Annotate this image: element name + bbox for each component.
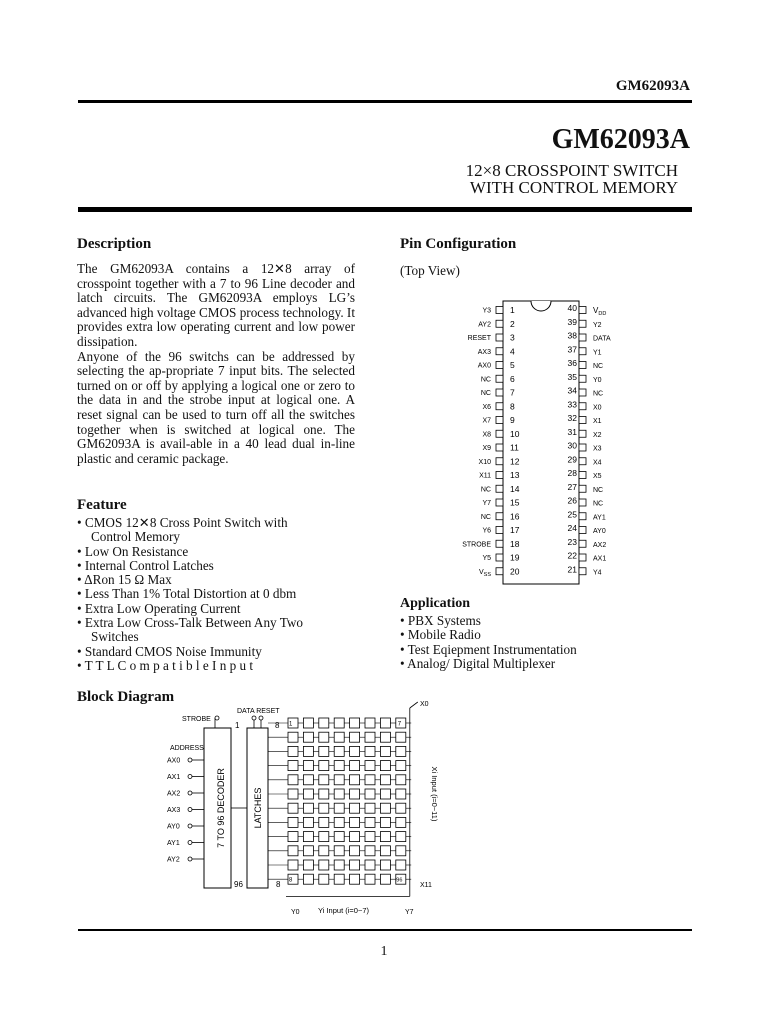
ic-notch bbox=[531, 301, 551, 311]
pin-name-right: X2 bbox=[593, 431, 602, 439]
header-rule bbox=[78, 100, 692, 103]
pin-box bbox=[496, 540, 503, 547]
pin-number-right: 35 bbox=[567, 371, 577, 382]
crosspoint-cell bbox=[334, 874, 344, 884]
crosspoint-cell bbox=[303, 832, 313, 842]
application-item: • PBX Systems bbox=[400, 613, 481, 628]
pin-box bbox=[496, 362, 503, 369]
crosspoint-cell bbox=[380, 846, 390, 856]
crosspoint-cell bbox=[334, 860, 344, 870]
pin-number-left: 19 bbox=[510, 552, 520, 563]
crosspoint-cell bbox=[319, 860, 329, 870]
pin-number-left: 14 bbox=[510, 483, 520, 494]
pin-box bbox=[496, 499, 503, 506]
pin-name-left: AX3 bbox=[477, 348, 491, 356]
pin-box bbox=[496, 472, 503, 479]
data-reset-label: DATA RESET bbox=[237, 708, 280, 715]
application-item: • Analog/ Digital Multiplexer bbox=[400, 655, 556, 671]
pin-number-right: 32 bbox=[567, 413, 577, 423]
address-terminal bbox=[188, 857, 192, 861]
pin-name-left: Y3 bbox=[482, 307, 491, 315]
pin-number-right: 29 bbox=[567, 454, 577, 465]
feature-item-cont: Control Memory bbox=[91, 529, 181, 545]
y-input-label: Yi Input (i=0~7) bbox=[318, 906, 370, 915]
crosspoint-cell bbox=[380, 789, 390, 799]
crosspoint-cell bbox=[334, 846, 344, 856]
crosspoint-cell bbox=[319, 775, 329, 785]
feature-item: • Less Than 1% Total Distortion at 0 dbm bbox=[77, 586, 297, 602]
crosspoint-cell bbox=[334, 832, 344, 842]
pin-number-right: 21 bbox=[567, 564, 577, 575]
pin-box bbox=[496, 527, 503, 534]
crosspoint-cell bbox=[350, 732, 360, 742]
address-input-label: AX2 bbox=[167, 790, 181, 798]
pin-box bbox=[579, 307, 586, 314]
crosspoint-cell bbox=[350, 718, 360, 728]
pin-box bbox=[579, 320, 586, 327]
decoder-bottom-num: 96 bbox=[234, 880, 243, 889]
pin-name-right: Y2 bbox=[593, 321, 602, 329]
pin-name-left: $V_{SS}$ bbox=[478, 568, 491, 578]
address-input-label: AX1 bbox=[167, 774, 181, 781]
feature-item-text: • CMOS 12✕8 Cross Point Switch with bbox=[77, 515, 288, 530]
pin-name-left: AY2 bbox=[478, 321, 491, 329]
y7-label: Y7 bbox=[405, 909, 414, 916]
pin-number-right: 26 bbox=[567, 495, 577, 506]
feature-item bbox=[77, 516, 367, 545]
description-body bbox=[77, 262, 355, 466]
crosspoint-cell bbox=[303, 789, 313, 799]
crosspoint-cell bbox=[396, 746, 406, 756]
pin-name-right: X0 bbox=[593, 404, 602, 412]
pin-name-left: RESET bbox=[467, 335, 491, 342]
pin-box bbox=[579, 527, 586, 534]
crosspoint-cell bbox=[380, 718, 390, 728]
pin-box bbox=[496, 320, 503, 327]
pin-name-right: Y0 bbox=[593, 376, 602, 384]
crosspoint-cell bbox=[380, 860, 390, 870]
pin-number-right: 23 bbox=[567, 536, 577, 547]
crosspoint-cell bbox=[396, 761, 406, 771]
description-para-2: Anyone of the 96 switchs can be addressed by selecting the ap-propriate 7 input bits. The selected turned on or off by applying a logical one or zero to the data in and the strobe input at logical one. A reset signal can be used to turn off all the switches together when is switched at logical one. The GM62093A is avail-able in a 40 lead dual in-line plastic and ceramic package. bbox=[77, 348, 355, 466]
crosspoint-cell bbox=[319, 817, 329, 827]
address-terminal bbox=[188, 791, 192, 795]
feature-item: • Low On Resistance bbox=[77, 543, 189, 559]
crosspoint-cell bbox=[365, 775, 375, 785]
pin-name-left: Y6 bbox=[482, 527, 491, 535]
crosspoint-cell bbox=[350, 860, 360, 870]
pin-name-left: Y7 bbox=[482, 500, 491, 507]
address-terminal bbox=[188, 758, 192, 762]
crosspoint-cell bbox=[303, 732, 313, 742]
description-heading: Description bbox=[77, 236, 152, 252]
pin-name-left: X10 bbox=[478, 458, 491, 466]
pin-name-right: AY0 bbox=[593, 528, 606, 535]
crosspoint-cell bbox=[365, 846, 375, 856]
pin-name-right: AY1 bbox=[593, 514, 606, 522]
address-input-label: AX0 bbox=[167, 757, 181, 765]
pin-box bbox=[579, 334, 586, 341]
crosspoint-cell bbox=[319, 832, 329, 842]
crosspoint-cell bbox=[288, 803, 298, 813]
strobe-label: STROBE bbox=[182, 716, 211, 723]
cell-label-tl: 1 bbox=[289, 721, 293, 728]
page-subtitle bbox=[466, 162, 678, 196]
cell-label-bl: 8 bbox=[289, 877, 293, 884]
pin-box bbox=[579, 430, 586, 437]
crosspoint-cell bbox=[365, 732, 375, 742]
feature-item: • Extra Low Operating Current bbox=[77, 600, 241, 616]
crosspoint-cell bbox=[319, 732, 329, 742]
crosspoint-cell bbox=[380, 817, 390, 827]
crosspoint-cell bbox=[334, 803, 344, 813]
pin-box bbox=[579, 554, 586, 561]
crosspoint-cell bbox=[396, 803, 406, 813]
x0-lead bbox=[410, 702, 418, 708]
pin-name-right: X5 bbox=[593, 473, 602, 480]
title-rule bbox=[78, 207, 692, 212]
pin-number-right: 25 bbox=[567, 509, 577, 520]
latches-bottom-num: 8 bbox=[276, 880, 281, 889]
crosspoint-cell bbox=[303, 860, 313, 870]
crosspoint-cell bbox=[303, 746, 313, 756]
pin-box bbox=[579, 458, 586, 465]
feature-item: • Internal Control Latches bbox=[77, 557, 214, 573]
pin-name-left: X11 bbox=[479, 472, 491, 480]
pin-name-right: Y4 bbox=[593, 569, 602, 577]
crosspoint-cell bbox=[365, 746, 375, 756]
crosspoint-cell bbox=[303, 803, 313, 813]
pin-box bbox=[496, 334, 503, 341]
pin-name-right: NC bbox=[593, 486, 604, 494]
crosspoint-cell bbox=[396, 775, 406, 785]
pin-name-left: NC bbox=[480, 513, 491, 521]
latches-top-num: 8 bbox=[275, 721, 280, 730]
decoder-label: 7 TO 96 DECODER bbox=[216, 768, 226, 848]
address-terminal bbox=[188, 808, 192, 812]
pin-box bbox=[579, 568, 586, 575]
crosspoint-cell bbox=[319, 846, 329, 856]
crosspoint-cell bbox=[288, 860, 298, 870]
crosspoint-cell bbox=[303, 874, 313, 884]
pin-name-right: DATA bbox=[593, 335, 611, 343]
application-item: • Mobile Radio bbox=[400, 627, 481, 643]
pin-number-right: 24 bbox=[567, 523, 577, 533]
x0-label: X0 bbox=[420, 701, 429, 708]
pin-name-right: NC bbox=[593, 363, 604, 370]
pin-name-left: NC bbox=[480, 376, 491, 384]
crosspoint-cell bbox=[350, 874, 360, 884]
pin-name-left: X9 bbox=[482, 445, 491, 452]
block-diagram bbox=[160, 696, 450, 918]
crosspoint-cell bbox=[396, 817, 406, 827]
pin-number-left: 9 bbox=[510, 415, 515, 425]
pin-box bbox=[579, 485, 586, 492]
x-input-label: Xi Input (i=0~11) bbox=[430, 766, 439, 822]
crosspoint-cell bbox=[350, 817, 360, 827]
address-terminal bbox=[188, 841, 192, 845]
pin-number-right: 37 bbox=[567, 344, 577, 355]
crosspoint-cell bbox=[365, 718, 375, 728]
crosspoint-cell bbox=[365, 874, 375, 884]
pin-box bbox=[496, 389, 503, 396]
pin-name-right: X4 bbox=[593, 459, 602, 467]
pin-number-left: 16 bbox=[510, 511, 520, 522]
pin-name-left: X7 bbox=[482, 417, 491, 425]
pin-box bbox=[579, 375, 586, 382]
pin-number-left: 7 bbox=[510, 387, 515, 398]
crosspoint-cell bbox=[288, 746, 298, 756]
crosspoint-cell bbox=[319, 746, 329, 756]
crosspoint-cell bbox=[334, 761, 344, 771]
crosspoint-cell bbox=[365, 761, 375, 771]
page-number: 1 bbox=[380, 944, 388, 959]
feature-list bbox=[77, 516, 367, 673]
pin-name-right: X3 bbox=[593, 445, 602, 453]
pin-box bbox=[496, 375, 503, 382]
pin-name-left: NC bbox=[480, 486, 491, 494]
crosspoint-cell bbox=[288, 832, 298, 842]
pin-diagram bbox=[440, 296, 640, 590]
pin-name-left: X6 bbox=[482, 403, 491, 411]
pin-number-left: 6 bbox=[510, 373, 515, 384]
feature-item: • Standard CMOS Noise Immunity bbox=[77, 643, 262, 659]
feature-item-text: • Extra Low Cross-Talk Between Any Two bbox=[77, 615, 303, 631]
crosspoint-cell bbox=[350, 775, 360, 785]
pin-box bbox=[579, 444, 586, 451]
crosspoint-cell bbox=[380, 832, 390, 842]
crosspoint-cell bbox=[365, 803, 375, 813]
crosspoint-cell bbox=[380, 761, 390, 771]
pin-name-right: AX1 bbox=[593, 555, 607, 563]
address-input-label: AY1 bbox=[167, 840, 180, 847]
pin-number-right: 40 bbox=[567, 303, 577, 313]
block-diagram-heading: Block Diagram bbox=[77, 689, 175, 705]
application-list bbox=[400, 614, 700, 671]
subtitle-line-1: 12×8 CROSSPOINT SWITCH bbox=[465, 161, 678, 180]
pin-box bbox=[579, 417, 586, 424]
pin-box bbox=[496, 417, 503, 424]
header-doc-id: GM62093A bbox=[615, 78, 690, 94]
pin-box bbox=[579, 472, 586, 479]
pin-number-right: 27 bbox=[567, 481, 577, 492]
cell-label-br: 96 bbox=[396, 877, 403, 884]
crosspoint-cell bbox=[303, 846, 313, 856]
crosspoint-cell bbox=[288, 846, 298, 856]
pin-name-right: NC bbox=[593, 390, 604, 398]
pin-box bbox=[579, 499, 586, 506]
crosspoint-cell bbox=[380, 775, 390, 785]
cell-label-tr: 7 bbox=[397, 721, 402, 728]
crosspoint-cell bbox=[288, 817, 298, 827]
crosspoint-cell bbox=[319, 874, 329, 884]
crosspoint-cell bbox=[350, 746, 360, 756]
address-input-label: AY0 bbox=[167, 823, 180, 831]
address-label: ADDRESS bbox=[170, 745, 204, 752]
footer-rule bbox=[78, 929, 692, 931]
address-input-label: AX3 bbox=[167, 807, 181, 814]
pin-name-right: Y1 bbox=[593, 349, 602, 357]
description-para-1: The GM62093A contains a 12✕8 array of crosspoint together with a 7 to 96 Line decoder and latch circuits. The GM62093A employs LG’s advanced high voltage CMOS process technology. It provides extra low operating current and low power dissipation. bbox=[77, 261, 355, 349]
pin-box bbox=[496, 458, 503, 465]
crosspoint-cell bbox=[365, 817, 375, 827]
crosspoint-cell bbox=[380, 746, 390, 756]
pin-number-left: 17 bbox=[510, 525, 520, 535]
pin-number-left: 12 bbox=[510, 456, 520, 467]
pin-number-right: 38 bbox=[567, 330, 577, 341]
crosspoint-cell bbox=[350, 832, 360, 842]
pin-box bbox=[496, 348, 503, 355]
pin-box bbox=[579, 362, 586, 369]
application-item: • Test Eqiepment Instrumentation bbox=[400, 641, 577, 657]
pin-box bbox=[496, 513, 503, 520]
pin-name-right: $V_{DD}$ bbox=[593, 306, 607, 317]
pin-number-right: 22 bbox=[567, 550, 577, 561]
crosspoint-cell bbox=[288, 789, 298, 799]
pin-number-right: 33 bbox=[567, 399, 577, 410]
pin-config-heading: Pin Configuration bbox=[400, 236, 517, 252]
crosspoint-cell bbox=[334, 718, 344, 728]
feature-item bbox=[77, 616, 367, 645]
x11-label: X11 bbox=[420, 882, 432, 889]
crosspoint-cell bbox=[365, 789, 375, 799]
pin-number-right: 31 bbox=[567, 426, 577, 437]
crosspoint-cell bbox=[319, 718, 329, 728]
pin-name-left: X8 bbox=[482, 431, 491, 439]
pin-number-left: 1 bbox=[510, 305, 515, 315]
crosspoint-cell bbox=[334, 732, 344, 742]
crosspoint-cell bbox=[303, 817, 313, 827]
pin-number-left: 3 bbox=[510, 332, 515, 343]
pin-name-left: AX0 bbox=[477, 362, 491, 370]
crosspoint-cell bbox=[350, 846, 360, 856]
crosspoint-cell bbox=[334, 789, 344, 799]
pin-box bbox=[496, 430, 503, 437]
crosspoint-cell bbox=[319, 803, 329, 813]
crosspoint-cell bbox=[303, 775, 313, 785]
crosspoint-cell bbox=[334, 775, 344, 785]
page-title: GM62093A bbox=[551, 124, 690, 155]
pin-number-left: 20 bbox=[510, 566, 520, 577]
strobe-terminal bbox=[215, 716, 219, 720]
pin-box bbox=[496, 485, 503, 492]
feature-heading: Feature bbox=[77, 497, 127, 513]
feature-item-cont: Switches bbox=[91, 629, 139, 645]
crosspoint-cell bbox=[380, 732, 390, 742]
crosspoint-cell bbox=[380, 874, 390, 884]
pin-box bbox=[496, 554, 503, 561]
pin-name-right: NC bbox=[593, 500, 604, 508]
address-terminal bbox=[188, 824, 192, 828]
crosspoint-cell bbox=[350, 789, 360, 799]
crosspoint-cell bbox=[319, 789, 329, 799]
pin-name-right: X1 bbox=[593, 418, 602, 425]
crosspoint-cell bbox=[350, 761, 360, 771]
pin-number-left: 11 bbox=[510, 442, 519, 453]
crosspoint-cell bbox=[365, 832, 375, 842]
pin-number-left: 5 bbox=[510, 360, 515, 370]
decoder-top-num: 1 bbox=[235, 721, 240, 730]
crosspoint-cell bbox=[396, 846, 406, 856]
pin-number-left: 8 bbox=[510, 401, 515, 412]
crosspoint-cell bbox=[396, 832, 406, 842]
latches-label: LATCHES bbox=[253, 787, 263, 829]
feature-item: • T T L C o m p a t i b l e I n p u t bbox=[77, 657, 254, 673]
pin-box bbox=[496, 444, 503, 451]
subtitle-line-2: WITH CONTROL MEMORY bbox=[469, 178, 678, 197]
pin-number-left: 13 bbox=[510, 470, 520, 480]
feature-item: • ΔRon 15 Ω Max bbox=[77, 572, 172, 588]
pin-number-left: 18 bbox=[510, 538, 520, 549]
crosspoint-cell bbox=[288, 761, 298, 771]
pin-number-right: 34 bbox=[567, 385, 577, 396]
pin-name-left: Y5 bbox=[482, 555, 491, 562]
pin-box bbox=[579, 348, 586, 355]
pin-number-left: 15 bbox=[510, 497, 520, 508]
pin-config-view: (Top View) bbox=[400, 263, 460, 278]
pin-box bbox=[579, 389, 586, 396]
pin-name-left: NC bbox=[480, 390, 491, 397]
y0-label: Y0 bbox=[291, 909, 300, 916]
pin-box bbox=[579, 540, 586, 547]
application-heading: Application bbox=[400, 596, 471, 611]
pin-box bbox=[496, 568, 503, 575]
pin-number-right: 28 bbox=[567, 468, 577, 478]
pin-name-left: STROBE bbox=[462, 541, 491, 549]
crosspoint-cell bbox=[303, 718, 313, 728]
data-terminal bbox=[252, 716, 256, 720]
pin-name-right: AX2 bbox=[593, 541, 607, 549]
pin-number-left: 10 bbox=[510, 428, 520, 439]
pin-box bbox=[579, 513, 586, 520]
pin-number-left: 4 bbox=[510, 346, 515, 357]
crosspoint-cell bbox=[365, 860, 375, 870]
crosspoint-cell bbox=[288, 775, 298, 785]
pin-box bbox=[579, 403, 586, 410]
crosspoint-cell bbox=[396, 789, 406, 799]
crosspoint-cell bbox=[288, 732, 298, 742]
reset-terminal bbox=[259, 716, 263, 720]
crosspoint-cell bbox=[319, 761, 329, 771]
pin-box bbox=[496, 403, 503, 410]
pin-number-right: 36 bbox=[567, 358, 577, 368]
crosspoint-cell bbox=[380, 803, 390, 813]
crosspoint-cell bbox=[334, 817, 344, 827]
crosspoint-cell bbox=[303, 761, 313, 771]
address-input-label: AY2 bbox=[167, 856, 180, 864]
pin-box bbox=[496, 307, 503, 314]
crosspoint-cell bbox=[396, 860, 406, 870]
address-terminal bbox=[188, 775, 192, 779]
crosspoint-cell bbox=[334, 746, 344, 756]
crosspoint-cell bbox=[396, 732, 406, 742]
pin-number-right: 39 bbox=[567, 316, 577, 327]
pin-number-left: 2 bbox=[510, 318, 515, 329]
crosspoint-cell bbox=[350, 803, 360, 813]
pin-number-right: 30 bbox=[567, 440, 577, 451]
